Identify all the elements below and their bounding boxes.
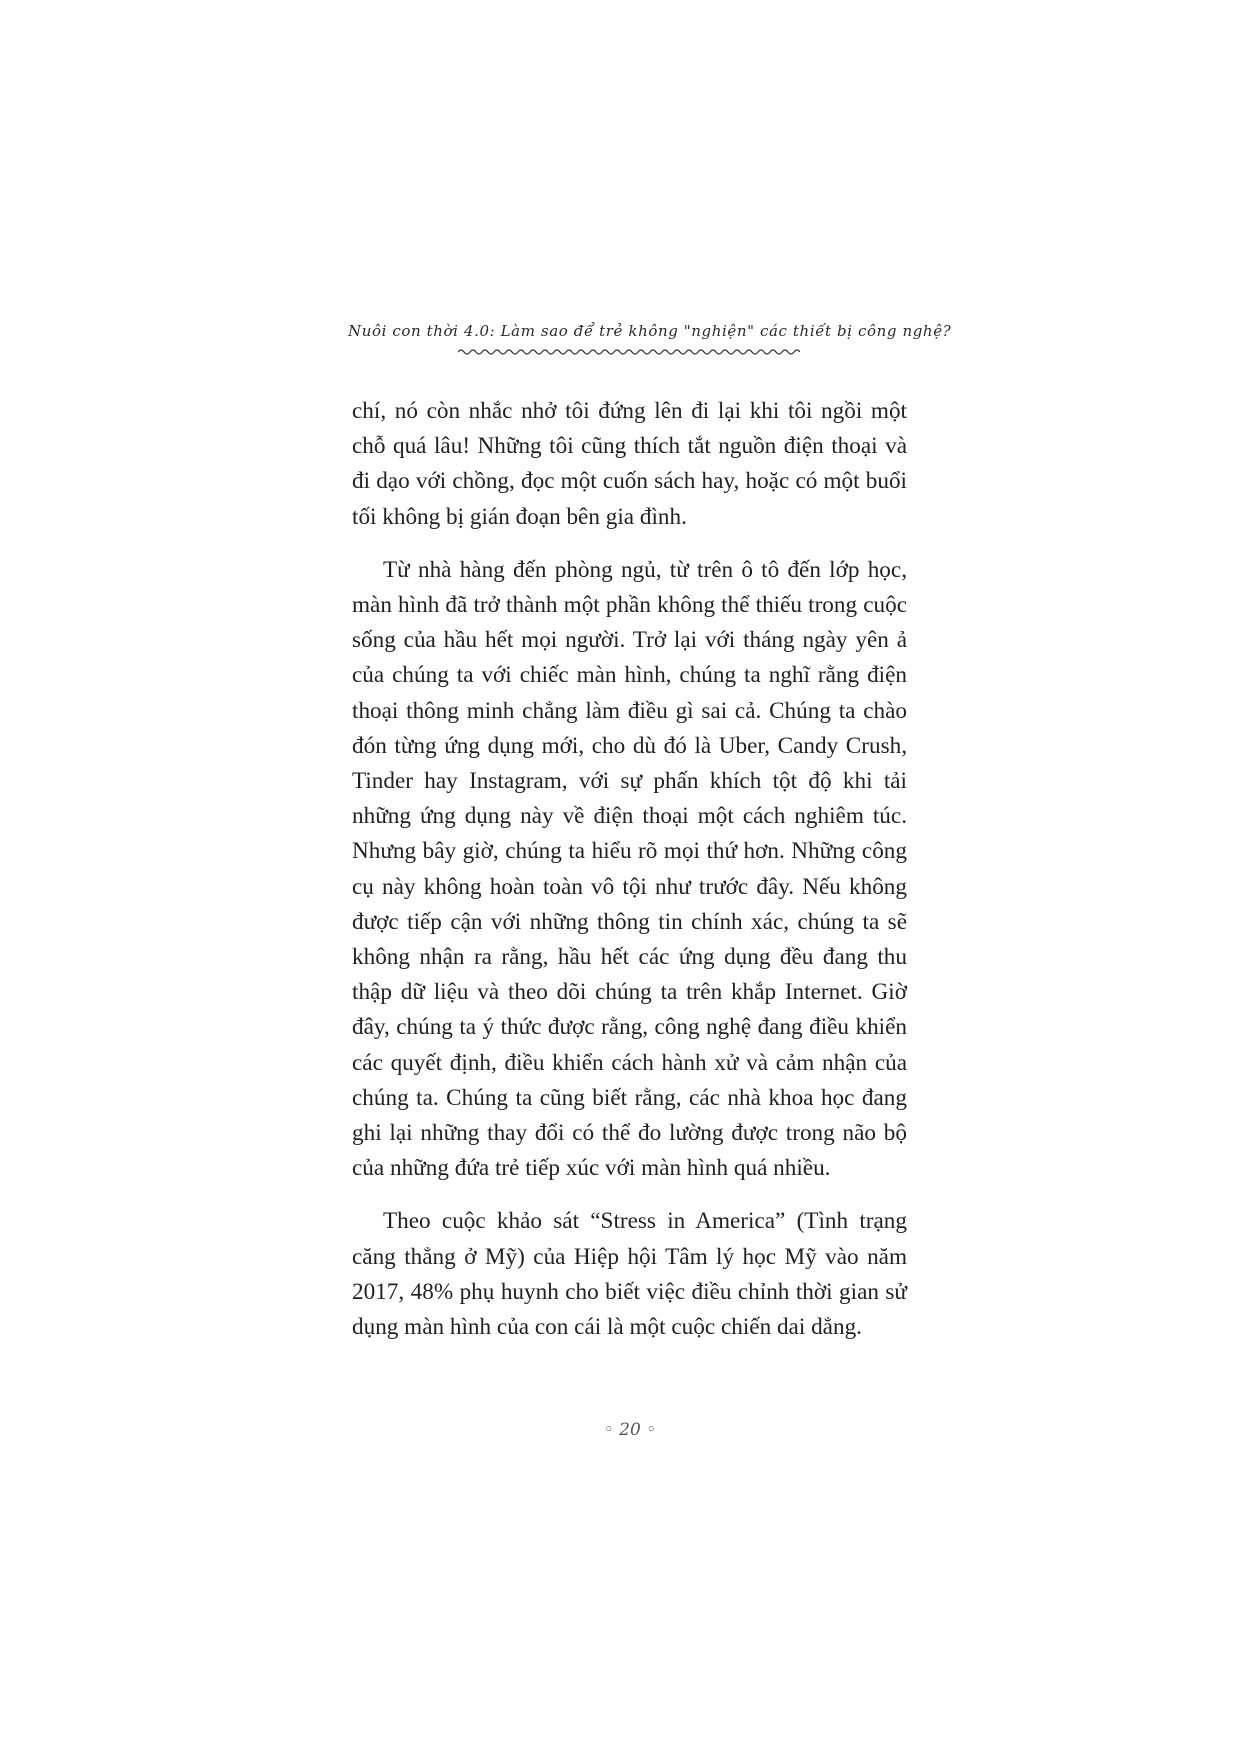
running-header-title: Nuôi con thời 4.0: Làm sao để trẻ không "nghiện" các thiết bị công nghệ? xyxy=(348,322,952,340)
paragraph-3: Theo cuộc khảo sát “Stress in America” (Tình trạng căng thẳng ở Mỹ) của Hiệp hội Tâm lý học Mỹ vào năm 2017, 48% phụ huynh cho biết việc điều chỉnh thời gian sử dụng màn hình của con cái là một cuộc chiến dai dẳng. xyxy=(352,1208,907,1341)
wavy-underline-ornament xyxy=(458,347,800,357)
paragraph-1: chí, nó còn nhắc nhở tôi đứng lên đi lại khi tôi ngồi một chỗ quá lâu! Những tôi cũng thích tắt nguồn điện thoại và đi dạo với chồng, đọc một cuốn sách hay, hoặc có một buổi tối không bị gián đoạn bên gia đình. xyxy=(352,398,907,530)
page-number: ◦ 20 ◦ xyxy=(603,1420,657,1440)
body-text xyxy=(352,394,907,1363)
paragraph-2: Từ nhà hàng đến phòng ngủ, từ trên ô tô đến lớp học, màn hình đã trở thành một phần không thể thiếu trong cuộc sống của hầu hết mọi người. Trở lại với tháng ngày yên ả của chúng ta với chiếc màn hình, chúng ta nghĩ rằng điện thoại thông minh chẳng làm điều gì sai cả. Chúng ta chào đón từng ứng dụng mới, cho dù đó là Uber, Candy Crush, Tinder hay Instagram, với sự phấn khích tột độ khi tải những ứng dụng này về điện thoại một cách nghiêm túc. Nhưng bây giờ, chúng ta hiểu rõ mọi thứ hơn. Những công cụ này không hoàn toàn vô tội như trước đây. Nếu không được tiếp cận với những thông tin chính xác, chúng ta sẽ không nhận ra rằng, hầu hết các ứng dụng đều đang thu thập dữ liệu và theo dõi chúng ta trên khắp Internet. Giờ đây, chúng ta ý thức được rằng, công nghệ đang điều khiển các quyết định, điều khiển cách hành xử và cảm nhận của chúng ta. Chúng ta cũng biết rằng, các nhà khoa học đang ghi lại những thay đổi có thể đo lường được trong não bộ của những đứa trẻ tiếp xúc với màn hình quá nhiều. xyxy=(352,556,907,1182)
